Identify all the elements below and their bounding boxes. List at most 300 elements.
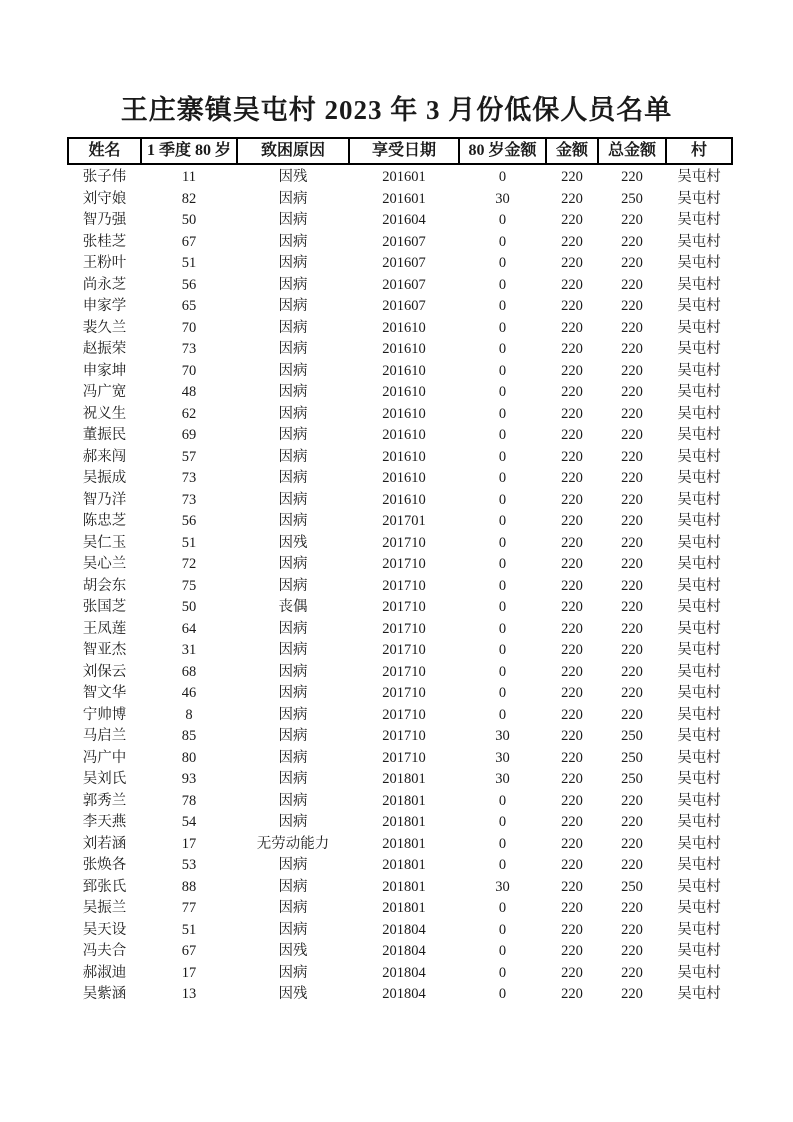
column-header-total: 总金额 [598, 138, 666, 164]
cell-amount80: 0 [498, 341, 507, 357]
cell-amount80: 0 [498, 706, 507, 723]
cell-amount: 220 [561, 233, 583, 250]
cell-cause: 因病 [278, 642, 308, 658]
cell-amount: 220 [561, 276, 583, 293]
cell-cause: 因病 [278, 298, 308, 314]
table-row [68, 941, 732, 963]
cell-amount: 220 [561, 792, 583, 809]
cell-cause: 因病 [278, 792, 308, 809]
cell-village: 吴屯村 [677, 921, 721, 938]
column-header-age80: 1 季度 80 岁 [141, 138, 237, 164]
cell-cause: 因残 [278, 943, 308, 959]
cell-amount80: 0 [498, 857, 507, 873]
table-row [68, 576, 732, 598]
cell-date: 201610 [382, 384, 426, 400]
cell-name: 祝义生 [82, 405, 127, 422]
cell-name: 裴久兰 [82, 319, 127, 336]
cell-total: 220 [621, 599, 643, 615]
cell-date: 201610 [382, 448, 426, 465]
cell-cause: 因病 [278, 513, 308, 529]
cell-date: 201607 [382, 298, 426, 314]
cell-name: 胡会东 [82, 577, 127, 594]
cell-amount: 220 [561, 255, 583, 271]
cell-name: 刘守娘 [82, 190, 127, 207]
cell-cause: 丧偶 [278, 599, 308, 615]
cell-name: 刘若涵 [82, 835, 127, 852]
cell-name: 王凤莲 [82, 620, 127, 637]
table-row [68, 963, 732, 985]
cell-total: 220 [621, 427, 643, 443]
cell-amount: 220 [561, 362, 583, 379]
cell-age80: 69 [181, 427, 197, 443]
cell-cause: 因病 [278, 405, 308, 422]
cell-age80: 48 [181, 384, 197, 400]
cell-cause: 因病 [278, 212, 308, 228]
cell-date: 201804 [382, 943, 426, 959]
cell-date: 201801 [382, 792, 426, 809]
cell-amount: 220 [561, 835, 583, 852]
cell-amount80: 0 [498, 685, 507, 701]
table-row [68, 361, 732, 383]
cell-date: 201801 [382, 771, 426, 787]
cell-amount80: 30 [495, 190, 510, 207]
cell-name: 吴仁玉 [82, 534, 127, 551]
cell-cause: 因病 [278, 857, 308, 873]
cell-amount80: 0 [498, 943, 507, 959]
cell-amount: 220 [561, 470, 583, 486]
column-header-date: 享受日期 [349, 138, 459, 164]
cell-date: 201710 [382, 663, 426, 680]
cell-name: 李天燕 [82, 814, 127, 830]
cell-cause: 因病 [278, 233, 308, 250]
cell-total: 220 [621, 233, 643, 250]
cell-age80: 13 [181, 986, 197, 1002]
cell-amount80: 0 [498, 255, 507, 271]
cell-total: 220 [621, 663, 643, 680]
cell-amount: 220 [561, 814, 583, 830]
cell-amount: 220 [561, 405, 583, 422]
cell-amount: 220 [561, 212, 583, 228]
cell-total: 250 [621, 878, 643, 895]
cell-name: 智亚杰 [82, 642, 127, 658]
cell-amount80: 0 [498, 427, 507, 443]
cell-amount80: 0 [498, 448, 507, 465]
cell-village: 吴屯村 [677, 792, 721, 809]
table-row [68, 447, 732, 469]
cell-date: 201601 [382, 169, 426, 185]
cell-amount80: 30 [495, 749, 510, 766]
table-row [68, 834, 732, 856]
column-header-cause: 致困原因 [237, 138, 349, 164]
cell-village: 吴屯村 [677, 900, 721, 916]
cell-date: 201604 [382, 212, 426, 228]
cell-age80: 56 [181, 276, 197, 293]
table-row [68, 683, 732, 705]
cell-amount80: 0 [498, 663, 507, 680]
cell-village: 吴屯村 [677, 405, 721, 422]
cell-cause: 因病 [278, 556, 308, 572]
table-row [68, 791, 732, 813]
table-row [68, 232, 732, 254]
cell-total: 250 [621, 728, 643, 744]
cell-cause: 因病 [278, 470, 308, 486]
cell-village: 吴屯村 [677, 943, 721, 959]
cell-date: 201710 [382, 728, 426, 744]
cell-total: 220 [621, 362, 643, 379]
cell-village: 吴屯村 [677, 556, 721, 572]
table-row [68, 877, 732, 899]
cell-village: 吴屯村 [677, 534, 721, 551]
table-row [68, 748, 732, 770]
cell-date: 201610 [382, 405, 426, 422]
cell-date: 201710 [382, 706, 426, 723]
table-row [68, 189, 732, 211]
cell-age80: 67 [181, 943, 197, 959]
cell-date: 201610 [382, 427, 426, 443]
cell-date: 201804 [382, 921, 426, 938]
cell-village: 吴屯村 [677, 642, 721, 658]
cell-amount80: 0 [498, 491, 507, 508]
cell-village: 吴屯村 [677, 663, 721, 680]
cell-amount: 220 [561, 943, 583, 959]
cell-total: 220 [621, 620, 643, 637]
cell-cause: 因病 [278, 491, 308, 508]
cell-name: 吴天设 [82, 921, 127, 938]
cell-total: 220 [621, 943, 643, 959]
table-row [68, 425, 732, 447]
cell-age80: 70 [181, 362, 197, 379]
cell-age80: 73 [181, 341, 197, 357]
cell-total: 220 [621, 169, 643, 185]
cell-cause: 因病 [278, 276, 308, 293]
cell-date: 201607 [382, 233, 426, 250]
cell-cause: 因病 [278, 749, 308, 766]
cell-total: 220 [621, 792, 643, 809]
table-row [68, 511, 732, 533]
cell-village: 吴屯村 [677, 986, 721, 1002]
cell-village: 吴屯村 [677, 835, 721, 852]
cell-name: 冯广中 [82, 749, 127, 766]
cell-village: 吴屯村 [677, 513, 721, 529]
cell-amount80: 0 [498, 964, 507, 981]
cell-amount80: 0 [498, 556, 507, 572]
table-row [68, 640, 732, 662]
cell-age80: 11 [182, 169, 196, 185]
cell-amount: 220 [561, 771, 583, 787]
cell-village: 吴屯村 [677, 599, 721, 615]
table-row [68, 619, 732, 641]
cell-amount80: 0 [498, 620, 507, 637]
cell-amount80: 0 [498, 534, 507, 551]
cell-age80: 64 [181, 620, 197, 637]
cell-total: 220 [621, 491, 643, 508]
cell-age80: 51 [181, 255, 197, 271]
cell-age80: 51 [181, 534, 197, 551]
table-row [68, 769, 732, 791]
table-row [68, 554, 732, 576]
cell-age80: 85 [181, 728, 197, 744]
cell-age80: 77 [181, 900, 197, 916]
cell-name: 智文华 [82, 685, 127, 701]
cell-amount: 220 [561, 556, 583, 572]
cell-name: 吴心兰 [82, 556, 127, 572]
cell-village: 吴屯村 [677, 749, 721, 766]
cell-amount80: 0 [498, 577, 507, 594]
table-row [68, 490, 732, 512]
cell-age80: 75 [181, 577, 197, 594]
cell-amount: 220 [561, 878, 583, 895]
cell-age80: 73 [181, 491, 197, 508]
cell-cause: 因病 [278, 964, 308, 981]
table-body [68, 164, 732, 1006]
table-row [68, 318, 732, 340]
cell-date: 201607 [382, 276, 426, 293]
cell-amount: 220 [561, 900, 583, 916]
cell-date: 201710 [382, 534, 426, 551]
cell-amount: 220 [561, 298, 583, 314]
cell-total: 220 [621, 577, 643, 594]
cell-date: 201601 [382, 190, 426, 207]
cell-amount: 220 [561, 534, 583, 551]
cell-name: 陈忠芝 [82, 513, 127, 529]
cell-amount: 220 [561, 921, 583, 938]
cell-amount80: 0 [498, 986, 507, 1002]
column-header-amount: 金额 [546, 138, 598, 164]
cell-age80: 80 [181, 749, 197, 766]
table-row [68, 855, 732, 877]
cell-total: 220 [621, 448, 643, 465]
cell-age80: 62 [181, 405, 197, 422]
cell-name: 董振民 [82, 427, 127, 443]
cell-total: 250 [621, 190, 643, 207]
cell-date: 201804 [382, 986, 426, 1002]
cell-total: 220 [621, 470, 643, 486]
cell-cause: 因病 [278, 341, 308, 357]
cell-date: 201610 [382, 362, 426, 379]
table-header [68, 138, 732, 164]
header-row [68, 138, 732, 164]
cell-cause: 因病 [278, 319, 308, 336]
cell-total: 220 [621, 298, 643, 314]
cell-age80: 88 [181, 878, 197, 895]
cell-total: 220 [621, 964, 643, 981]
cell-total: 220 [621, 534, 643, 551]
cell-village: 吴屯村 [677, 620, 721, 637]
table-row [68, 404, 732, 426]
cell-name: 吴振成 [82, 470, 127, 486]
cell-date: 201710 [382, 642, 426, 658]
cell-total: 220 [621, 986, 643, 1002]
cell-date: 201710 [382, 556, 426, 572]
cell-name: 赵振荣 [82, 341, 127, 357]
cell-name: 申家坤 [82, 362, 127, 379]
cell-age80: 65 [181, 298, 197, 314]
cell-total: 220 [621, 814, 643, 830]
cell-age80: 70 [181, 319, 197, 336]
cell-name: 智乃洋 [82, 491, 127, 508]
cell-name: 智乃强 [82, 212, 127, 228]
cell-cause: 因病 [278, 728, 308, 744]
cell-total: 250 [621, 771, 643, 787]
cell-amount: 220 [561, 599, 583, 615]
cell-amount80: 0 [498, 792, 507, 809]
cell-village: 吴屯村 [677, 577, 721, 594]
cell-amount80: 0 [498, 233, 507, 250]
cell-age80: 50 [181, 212, 197, 228]
cell-total: 220 [621, 642, 643, 658]
cell-amount80: 0 [498, 276, 507, 293]
cell-cause: 因残 [278, 169, 308, 185]
cell-amount: 220 [561, 384, 583, 400]
cell-name: 郅张氏 [82, 878, 127, 895]
cell-village: 吴屯村 [677, 233, 721, 250]
cell-amount80: 0 [498, 642, 507, 658]
cell-amount80: 30 [495, 878, 510, 895]
cell-name: 王粉叶 [82, 255, 127, 271]
table-row [68, 164, 732, 189]
cell-name: 申家学 [82, 298, 127, 314]
cell-age80: 73 [181, 470, 197, 486]
cell-cause: 因病 [278, 427, 308, 443]
cell-village: 吴屯村 [677, 319, 721, 336]
cell-amount: 220 [561, 319, 583, 336]
cell-age80: 17 [181, 964, 197, 981]
table-row [68, 597, 732, 619]
cell-total: 220 [621, 685, 643, 701]
cell-age80: 54 [181, 814, 197, 830]
cell-total: 220 [621, 319, 643, 336]
cell-amount: 220 [561, 620, 583, 637]
cell-amount80: 0 [498, 835, 507, 852]
cell-amount: 220 [561, 642, 583, 658]
cell-date: 201710 [382, 749, 426, 766]
cell-amount80: 0 [498, 384, 507, 400]
cell-total: 220 [621, 276, 643, 293]
cell-name: 马启兰 [82, 728, 127, 744]
cell-village: 吴屯村 [677, 212, 721, 228]
cell-age80: 46 [181, 685, 197, 701]
cell-village: 吴屯村 [677, 255, 721, 271]
cell-cause: 因病 [278, 921, 308, 938]
cell-date: 201607 [382, 255, 426, 271]
cell-date: 201801 [382, 835, 426, 852]
cell-total: 220 [621, 900, 643, 916]
cell-village: 吴屯村 [677, 341, 721, 357]
cell-name: 吴刘氏 [82, 771, 127, 787]
cell-amount: 220 [561, 190, 583, 207]
cell-name: 张国芝 [82, 599, 127, 615]
cell-village: 吴屯村 [677, 491, 721, 508]
cell-amount: 220 [561, 964, 583, 981]
cell-amount80: 0 [498, 362, 507, 379]
table-row [68, 726, 732, 748]
cell-age80: 82 [181, 190, 197, 207]
cell-amount: 220 [561, 749, 583, 766]
cell-total: 220 [621, 835, 643, 852]
table-row [68, 296, 732, 318]
cell-amount: 220 [561, 986, 583, 1002]
cell-village: 吴屯村 [677, 814, 721, 830]
cell-name: 冯夫合 [82, 943, 127, 959]
cell-village: 吴屯村 [677, 706, 721, 723]
table-row [68, 705, 732, 727]
cell-amount80: 0 [498, 921, 507, 938]
cell-cause: 因病 [278, 814, 308, 830]
cell-name: 刘保云 [82, 663, 127, 680]
cell-amount: 220 [561, 448, 583, 465]
cell-amount: 220 [561, 513, 583, 529]
cell-amount80: 0 [498, 470, 507, 486]
cell-cause: 因病 [278, 878, 308, 895]
cell-date: 201710 [382, 620, 426, 637]
table-row [68, 275, 732, 297]
table-row [68, 468, 732, 490]
table-row [68, 533, 732, 555]
cell-village: 吴屯村 [677, 728, 721, 744]
cell-total: 220 [621, 212, 643, 228]
cell-amount80: 0 [498, 513, 507, 529]
cell-date: 201710 [382, 599, 426, 615]
cell-age80: 67 [181, 233, 197, 250]
column-header-name: 姓名 [68, 138, 141, 164]
cell-amount80: 0 [498, 599, 507, 615]
cell-amount80: 0 [498, 405, 507, 422]
cell-name: 郝来闯 [82, 448, 127, 465]
cell-date: 201801 [382, 878, 426, 895]
cell-name: 郭秀兰 [82, 792, 127, 809]
table-row [68, 253, 732, 275]
cell-amount80: 0 [498, 319, 507, 336]
cell-village: 吴屯村 [677, 878, 721, 895]
cell-village: 吴屯村 [677, 964, 721, 981]
cell-age80: 56 [181, 513, 197, 529]
cell-cause: 因病 [278, 663, 308, 680]
cell-village: 吴屯村 [677, 685, 721, 701]
cell-total: 220 [621, 513, 643, 529]
cell-name: 张子伟 [82, 169, 127, 185]
cell-age80: 17 [181, 835, 197, 852]
cell-age80: 57 [181, 448, 197, 465]
cell-cause: 因残 [278, 986, 308, 1002]
table-row [68, 210, 732, 232]
cell-village: 吴屯村 [677, 427, 721, 443]
cell-total: 220 [621, 556, 643, 572]
cell-total: 220 [621, 341, 643, 357]
cell-age80: 50 [181, 599, 197, 615]
cell-amount80: 0 [498, 169, 507, 185]
cell-village: 吴屯村 [677, 470, 721, 486]
cell-total: 250 [621, 749, 643, 766]
cell-cause: 因病 [278, 771, 308, 787]
cell-date: 201804 [382, 964, 426, 981]
cell-village: 吴屯村 [677, 857, 721, 873]
column-header-amount80: 80 岁金额 [459, 138, 546, 164]
cell-total: 220 [621, 706, 643, 723]
cell-date: 201801 [382, 900, 426, 916]
cell-amount: 220 [561, 577, 583, 594]
cell-cause: 因病 [278, 577, 308, 594]
cell-village: 吴屯村 [677, 771, 721, 787]
cell-amount: 220 [561, 685, 583, 701]
cell-total: 220 [621, 857, 643, 873]
cell-age80: 53 [181, 857, 197, 873]
cell-amount: 220 [561, 169, 583, 185]
roster-table [67, 137, 733, 1006]
cell-village: 吴屯村 [677, 384, 721, 400]
cell-date: 201610 [382, 470, 426, 486]
cell-total: 220 [621, 255, 643, 271]
cell-amount: 220 [561, 663, 583, 680]
